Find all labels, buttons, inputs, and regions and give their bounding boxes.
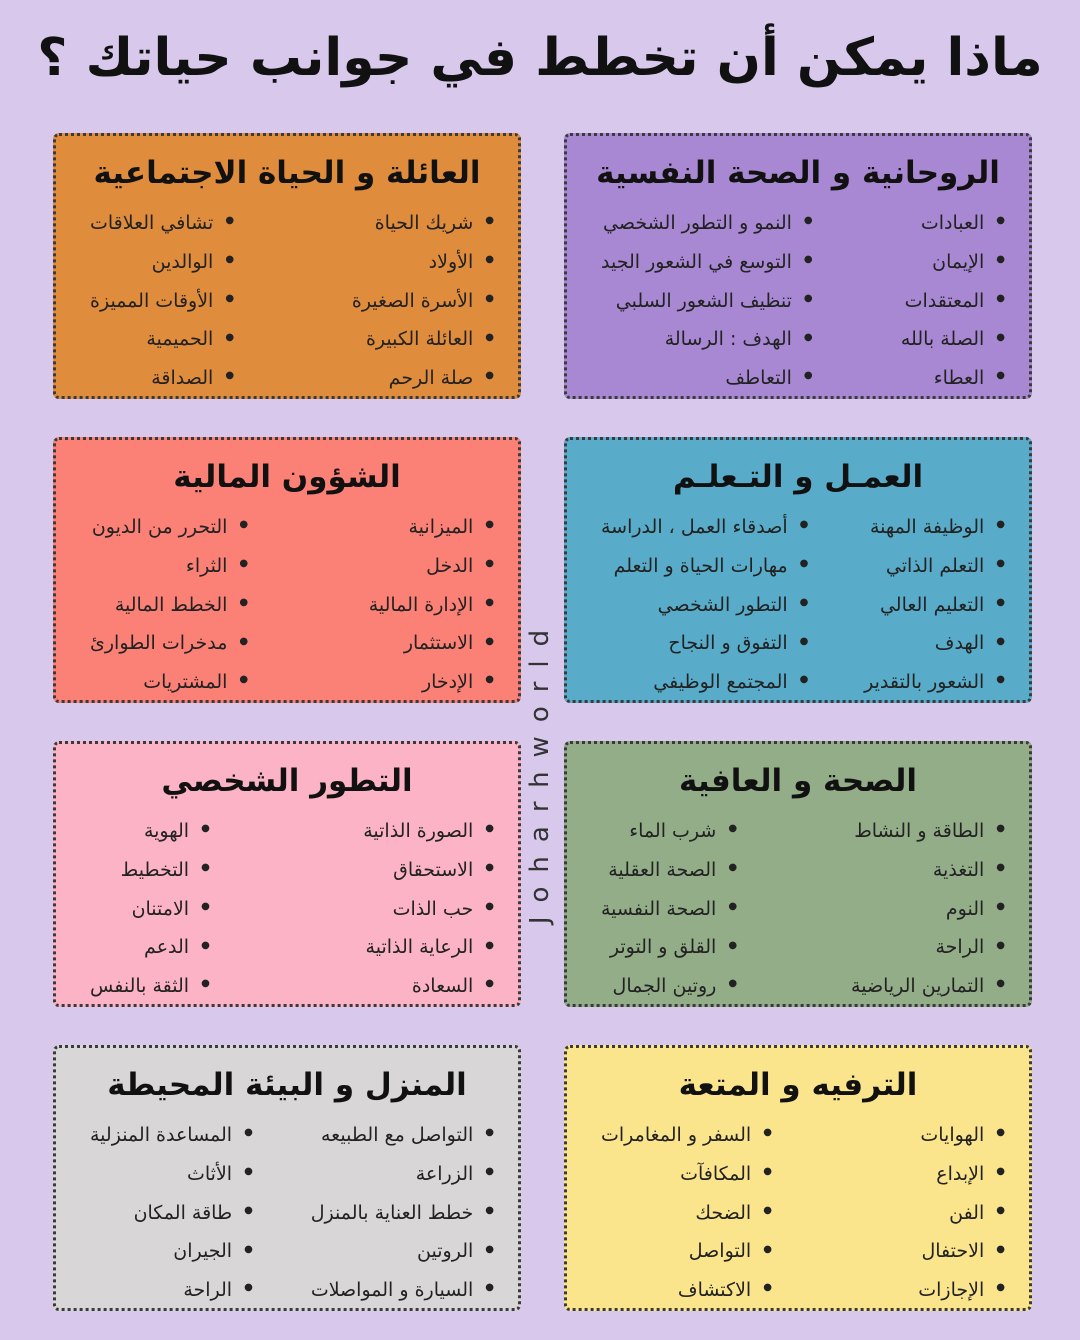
list-item: ● روتين الجمال: [601, 967, 737, 1006]
list-item: ● الطاقة و النشاط: [851, 812, 1005, 851]
list-item: ● الصداقة: [90, 359, 234, 398]
list-item: ● الثراء: [90, 547, 248, 586]
card-family: [53, 133, 521, 399]
list-item: ● شريك الحياة: [352, 204, 494, 243]
list-item: ● أصدقاء العمل ، الدراسة: [601, 508, 808, 547]
list-item: ● الوالدين: [90, 243, 234, 282]
list-left: [601, 508, 808, 702]
list-item: ● الاستحقاق: [363, 851, 494, 890]
list-item: ● الإبداع: [918, 1155, 1005, 1194]
list-item: ● الروتين: [311, 1232, 494, 1271]
list-item: ● الدعم: [90, 928, 210, 967]
list-left: [90, 508, 248, 702]
list-item: ● الإجازات: [918, 1271, 1005, 1310]
list-item: ● المساعدة المنزلية: [90, 1116, 253, 1155]
list-item: ● الجيران: [90, 1232, 253, 1271]
list-item: ● السيارة و المواصلات: [311, 1271, 494, 1310]
list-item: ● التغذية: [851, 851, 1005, 890]
list-item: ● خطط العناية بالمنزل: [311, 1194, 494, 1233]
list-right: [369, 508, 494, 702]
list-item: ● التحرر من الديون: [90, 508, 248, 547]
list-right: [311, 1116, 494, 1310]
list-item: ● الهدف : الرسالة: [601, 320, 813, 359]
card-title: العمـل و التـعلـم: [672, 459, 924, 495]
list-item: ● الميزانية: [369, 508, 494, 547]
card-title: الصحة و العافية: [679, 763, 917, 799]
watermark: Joharhworld: [525, 615, 555, 925]
card-work: [564, 437, 1032, 703]
list-item: ● شرب الماء: [601, 812, 737, 851]
list-item: ● الراحة: [851, 928, 1005, 967]
list-item: ● حب الذات: [363, 890, 494, 929]
list-item: ● الأثاث: [90, 1155, 253, 1194]
list-item: ● الإدارة المالية: [369, 586, 494, 625]
list-item: ● تنظيف الشعور السلبي: [601, 282, 813, 321]
list-item: ● الاكتشاف: [601, 1271, 772, 1310]
list-item: ● التوسع في الشعور الجيد: [601, 243, 813, 282]
list-right: [352, 204, 494, 398]
list-item: ● الأولاد: [352, 243, 494, 282]
list-item: ● المجتمع الوظيفي: [601, 663, 808, 702]
card-spiritual: [564, 133, 1032, 399]
list-item: ● الرعاية الذاتية: [363, 928, 494, 967]
list-item: ● السعادة: [363, 967, 494, 1006]
page-title: ماذا يمكن أن تخطط في جوانب حياتك ؟: [37, 28, 1043, 88]
list-item: ● التواصل مع الطبيعه: [311, 1116, 494, 1155]
list-item: ● التطور الشخصي: [601, 586, 808, 625]
list-item: ● التعلم الذاتي: [864, 547, 1005, 586]
card-title: الروحانية و الصحة النفسية: [596, 155, 1000, 191]
list-item: ● الخطط المالية: [90, 586, 248, 625]
list-item: ● الإيمان: [901, 243, 1005, 282]
list-item: ● الوظيفة المهنة: [864, 508, 1005, 547]
list-item: ● التواصل: [601, 1232, 772, 1271]
list-left: [90, 1116, 253, 1310]
list-item: ● الزراعة: [311, 1155, 494, 1194]
list-right: [851, 812, 1005, 1006]
list-item: ● الاستثمار: [369, 624, 494, 663]
card-title: العائلة و الحياة الاجتماعية: [93, 155, 481, 191]
list-item: ● العطاء: [901, 359, 1005, 398]
list-item: ● النمو و التطور الشخصي: [601, 204, 813, 243]
list-item: ● العائلة الكبيرة: [352, 320, 494, 359]
list-item: ● الصلة بالله: [901, 320, 1005, 359]
card-title: الترفيه و المتعة: [678, 1067, 918, 1103]
list-item: ● مهارات الحياة و التعلم: [601, 547, 808, 586]
card-title: الشؤون المالية: [173, 459, 401, 495]
list-right: [864, 508, 1005, 702]
list-left: [601, 1116, 772, 1310]
list-item: ● مدخرات الطوارئ: [90, 624, 248, 663]
list-item: ● التعاطف: [601, 359, 813, 398]
list-left: [90, 812, 210, 1006]
list-item: ● الثقة بالنفس: [90, 967, 210, 1006]
list-item: ● التمارين الرياضية: [851, 967, 1005, 1006]
list-item: ● طاقة المكان: [90, 1194, 253, 1233]
list-left: [90, 204, 234, 398]
list-item: ● التعليم العالي: [864, 586, 1005, 625]
card-home: [53, 1045, 521, 1311]
list-item: ● الضحك: [601, 1194, 772, 1233]
card-title: المنزل و البيئة المحيطة: [107, 1067, 467, 1103]
list-left: [601, 812, 737, 1006]
list-item: ● التخطيط: [90, 851, 210, 890]
list-item: ● القلق و التوتر: [601, 928, 737, 967]
list-item: ● الراحة: [90, 1271, 253, 1310]
list-item: ● الاحتفال: [918, 1232, 1005, 1271]
list-right: [901, 204, 1005, 398]
list-item: ● الصورة الذاتية: [363, 812, 494, 851]
card-leisure: [564, 1045, 1032, 1311]
list-item: ● الدخل: [369, 547, 494, 586]
list-item: ● الهوية: [90, 812, 210, 851]
list-item: ● الحميمية: [90, 320, 234, 359]
card-health: [564, 741, 1032, 1007]
list-item: ● الصحة النفسية: [601, 890, 737, 929]
list-item: ● السفر و المغامرات: [601, 1116, 772, 1155]
list-item: ● المكافآت: [601, 1155, 772, 1194]
list-item: ● الصحة العقلية: [601, 851, 737, 890]
list-item: ● الإدخار: [369, 663, 494, 702]
list-item: ● الأوقات المميزة: [90, 282, 234, 321]
card-title: التطور الشخصي: [161, 763, 413, 799]
card-personal: [53, 741, 521, 1007]
list-item: ● تشافي العلاقات: [90, 204, 234, 243]
list-item: ● الشعور بالتقدير: [864, 663, 1005, 702]
card-finance: [53, 437, 521, 703]
list-item: ● الهوايات: [918, 1116, 1005, 1155]
list-item: ● الفن: [918, 1194, 1005, 1233]
list-item: ● العبادات: [901, 204, 1005, 243]
list-item: ● صلة الرحم: [352, 359, 494, 398]
list-left: [601, 204, 813, 398]
list-item: ● التفوق و النجاح: [601, 624, 808, 663]
list-item: ● النوم: [851, 890, 1005, 929]
list-item: ● الامتنان: [90, 890, 210, 929]
list-item: ● الأسرة الصغيرة: [352, 282, 494, 321]
list-item: ● المشتريات: [90, 663, 248, 702]
list-item: ● المعتقدات: [901, 282, 1005, 321]
list-item: ● الهدف: [864, 624, 1005, 663]
list-right: [918, 1116, 1005, 1310]
list-right: [363, 812, 494, 1006]
